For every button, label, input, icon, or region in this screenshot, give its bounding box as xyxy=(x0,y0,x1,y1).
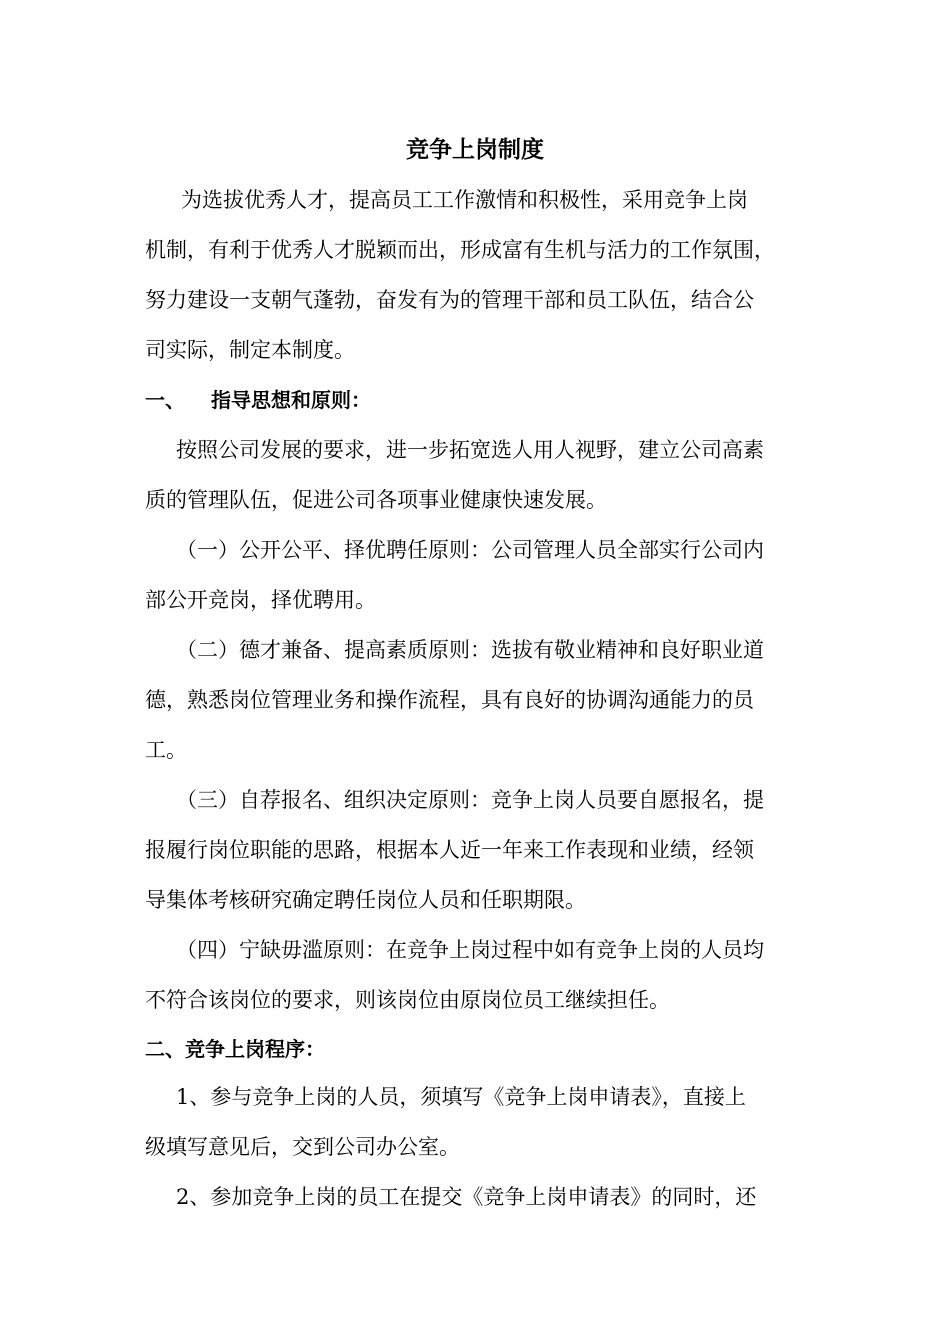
paragraph-line: 机制，有利于优秀人才脱颖而出，形成富有生机与活力的工作氛围， xyxy=(145,238,775,262)
paragraph-line: 部公开竞岗，择优聘用。 xyxy=(145,588,376,612)
paragraph-line: 工。 xyxy=(145,738,187,762)
paragraph-line: 不符合该岗位的要求，则该岗位由原岗位员工继续担任。 xyxy=(145,988,670,1012)
paragraph-line: 德，熟悉岗位管理业务和操作流程，具有良好的协调沟通能力的员 xyxy=(145,688,754,712)
paragraph-line: （二）德才兼备、提高素质原则：选拔有敬业精神和良好职业道 xyxy=(176,638,764,662)
section-title: 指导思想和原则： xyxy=(211,388,371,412)
document-title: 竞争上岗制度 xyxy=(406,136,544,163)
paragraph-line: 2、参加竞争上岗的员工在提交《竞争上岗申请表》的同时，还 xyxy=(176,1185,757,1209)
paragraph-line: （四）宁缺毋滥原则：在竞争上岗过程中如有竞争上岗的人员均 xyxy=(176,938,764,962)
paragraph-line: 报履行岗位职能的思路，根据本人近一年来工作表现和业绩，经领 xyxy=(145,838,754,862)
section-heading-2: 二、竞争上岗程序： xyxy=(145,1037,325,1061)
section-heading-1 xyxy=(145,385,371,415)
section-number: 一、 xyxy=(145,388,185,412)
paragraph-line: 按照公司发展的要求，进一步拓宽选人用人视野，建立公司高素 xyxy=(176,438,764,462)
paragraph-line: 司实际，制定本制度。 xyxy=(145,338,355,362)
paragraph-line: 努力建设一支朝气蓬勃，奋发有为的管理干部和员工队伍，结合公 xyxy=(145,288,754,312)
paragraph-line: 1、参与竞争上岗的人员，须填写《竞争上岗申请表》，直接上 xyxy=(176,1085,746,1109)
paragraph-line: （三）自荐报名、组织决定原则：竞争上岗人员要自愿报名，提 xyxy=(176,788,764,812)
paragraph-line: 导集体考核研究确定聘任岗位人员和任职期限。 xyxy=(145,888,586,912)
paragraph-line: （一）公开公平、择优聘任原则：公司管理人员全部实行公司内 xyxy=(176,538,764,562)
paragraph-line: 质的管理队伍，促进公司各项事业健康快速发展。 xyxy=(145,488,607,512)
paragraph-line: 为选拔优秀人才，提高员工工作激情和积极性，采用竞争上岗 xyxy=(160,188,748,212)
paragraph-line: 级填写意见后，交到公司办公室。 xyxy=(145,1135,460,1159)
